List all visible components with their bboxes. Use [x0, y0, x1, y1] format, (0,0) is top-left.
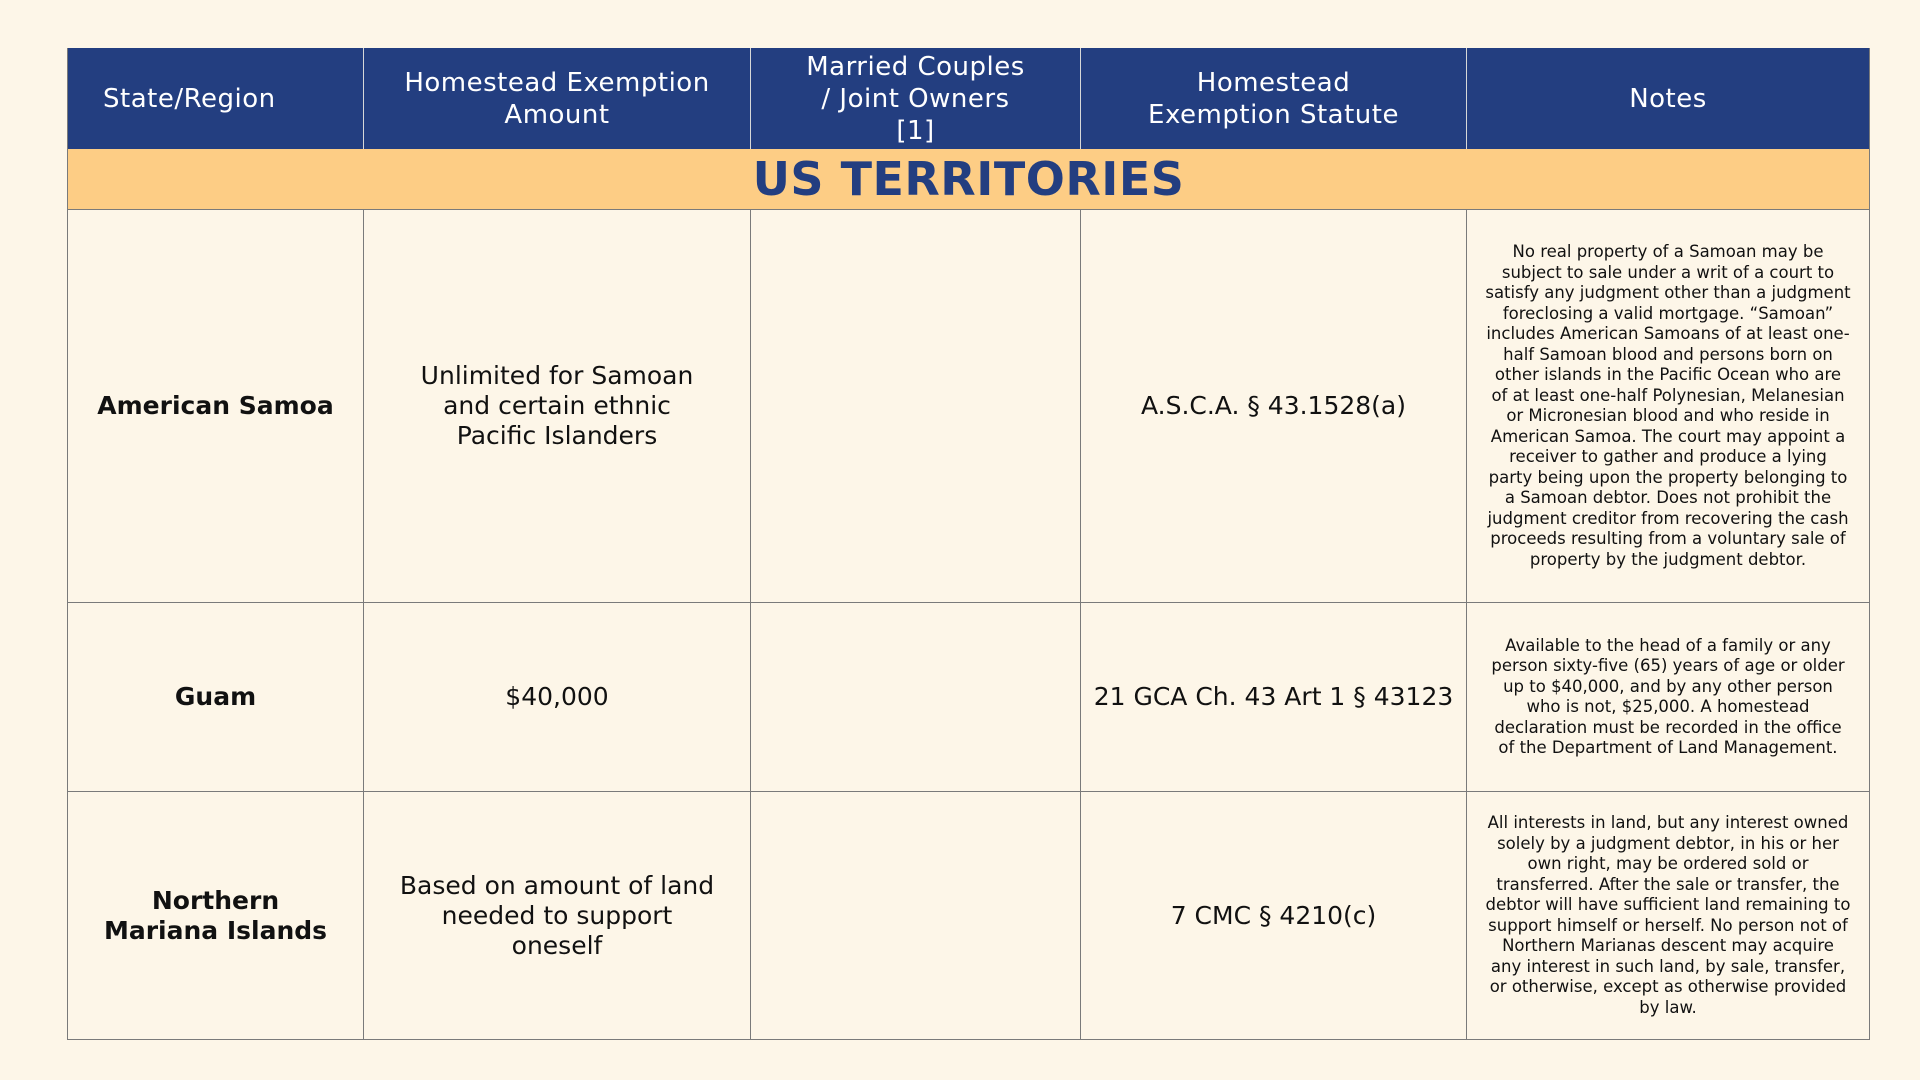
table-header-row — [68, 48, 1869, 149]
cell-statute: 21 GCA Ch. 43 Art 1 § 43123 — [1081, 603, 1467, 791]
cell-notes: All interests in land, but any interest owned solely by a judgment debtor, in his or her own right, may be ordered sold or transferred. After the sale or transfer, the debtor will have sufficient land remaining to support himself or herself. No person not of Northern Marianas descent may acquire any interest in such land, by sale, transfer, or otherwise, except as otherwise provided by law. — [1485, 813, 1851, 1017]
cell-statute: 7 CMC § 4210(c) — [1081, 792, 1467, 1039]
cell-notes: Available to the head of a family or any person sixty-five (65) years of age or older up to $40,000, and by any other person who is not, $25,000. A homestead declaration must be recorded in the office of the Department of Land Management. — [1491, 635, 1845, 757]
cell-amount: Unlimited for Samoan and certain ethnic Pacific Islanders — [364, 210, 751, 602]
cell-state: American Samoa — [68, 210, 364, 602]
cell-married — [751, 792, 1081, 1039]
header-exemption-amount: Homestead Exemption Amount — [364, 48, 751, 149]
header-notes: Notes — [1629, 83, 1707, 114]
table-row — [68, 210, 1869, 603]
section-title-us-territories: US TERRITORIES — [68, 149, 1869, 210]
cell-state: Guam — [68, 603, 364, 791]
cell-state: Northern Mariana Islands — [68, 792, 364, 1039]
table-row — [68, 792, 1869, 1039]
cell-amount: Based on amount of land needed to support oneself — [364, 792, 751, 1039]
table-row — [68, 603, 1869, 792]
homestead-exemption-table — [67, 48, 1870, 1040]
header-exemption-statute: Homestead Exemption Statute — [1081, 48, 1467, 149]
header-married-couples: Married Couples / Joint Owners [1] — [751, 48, 1081, 149]
cell-notes: No real property of a Samoan may be subject to sale under a writ of a court to satisfy any judgment other than a judgment foreclosing a valid mortgage. “Samoan” includes American Samoans of at least one-half Samoan blood and persons born on other islands in the Pacific Ocean who are of at least one-half Polynesian, Melanesian or Micronesian blood and who reside in American Samoa. The court may appoint a receiver to gather and produce a lying party being upon the property belonging to a Samoan debtor. Does not prohibit the judgment creditor from recovering the cash proceeds resulting from a voluntary sale of property by the judgment debtor. — [1485, 242, 1851, 569]
header-state-region: State/Region — [68, 48, 364, 149]
cell-married — [751, 603, 1081, 791]
cell-amount: $40,000 — [364, 603, 751, 791]
cell-married — [751, 210, 1081, 602]
cell-statute: A.S.C.A. § 43.1528(a) — [1081, 210, 1467, 602]
